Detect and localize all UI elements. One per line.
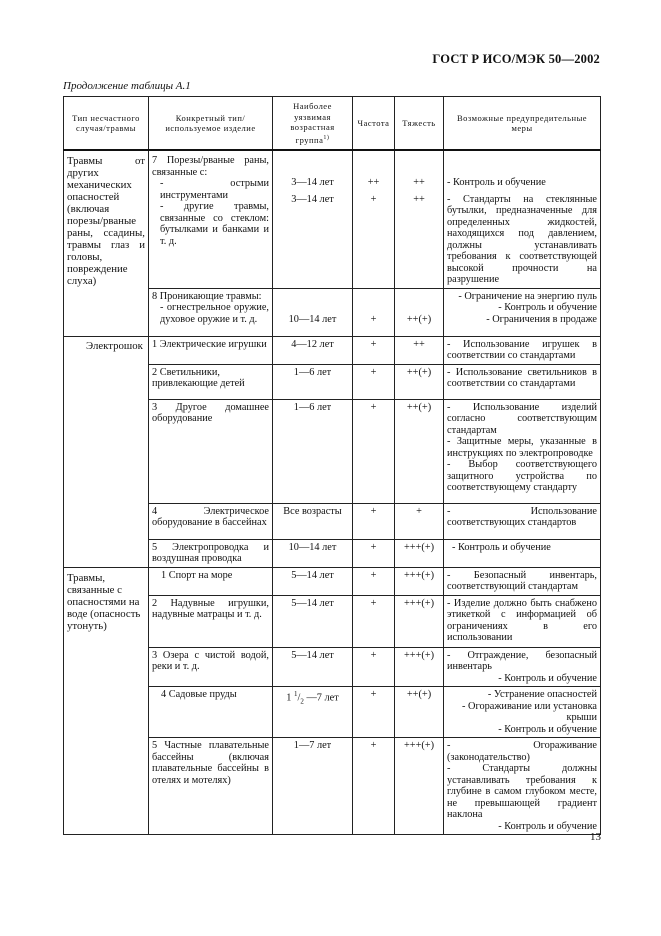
age-cell: 1—6 лет — [273, 364, 353, 399]
severity-cell: ++(+) — [395, 687, 444, 738]
severity-cell: + — [395, 503, 444, 539]
measures-cell: - Изделие должно быть снабжено этикеткой с информацией об ограничениях в его использовании — [444, 595, 601, 647]
page-number: 13 — [590, 831, 601, 843]
product-cell: 2 Надувные игрушки, надувные матрацы и т. д. — [149, 595, 273, 647]
product-cell: 4 Садовые пруды — [149, 687, 273, 738]
age-cell: Все возрасты — [273, 503, 353, 539]
hazard-type-cell: Травмы, связанные с опасностями на воде (опасность утонуть) — [64, 567, 149, 835]
frequency-cell: + — [353, 687, 395, 738]
measures-cell: - Контроль и обучение - Стандарты на стеклянные бутылки, предназначенные для определенных жидкостей, находящихся под давлением, должны устанавливать требования к соответствующей высокой прочности на разрушение — [444, 150, 601, 288]
table-row — [64, 150, 601, 288]
col-header-frequency: Частота — [353, 97, 395, 151]
hazard-type-cell: Электрошок — [64, 336, 149, 567]
severity-cell: ++ — [395, 336, 444, 364]
severity-cell: +++(+) — [395, 539, 444, 567]
hazard-table — [63, 96, 601, 835]
severity-cell: ++(+) — [395, 288, 444, 336]
table-header-row — [64, 97, 601, 151]
age-cell: 5—14 лет — [273, 647, 353, 687]
product-cell: 4 Электрическое оборудование в бассейнах — [149, 503, 273, 539]
table-row — [64, 336, 601, 364]
frequency-cell: + — [353, 364, 395, 399]
measures-cell: - Ограничение на энергию пуль - Контроль и обучение - Ограничения в продаже — [444, 288, 601, 336]
measures-cell: - Отграждение, безопасный инвентарь - Контроль и обучение — [444, 647, 601, 687]
frequency-cell: + — [353, 503, 395, 539]
age-cell: 5—14 лет — [273, 567, 353, 595]
age-cell: 3—14 лет 3—14 лет — [273, 150, 353, 288]
product-cell: 5 Частные плавательные бассейны (включая плавательные бассейны в отелях и мотелях) — [149, 738, 273, 835]
age-cell: 1—6 лет — [273, 399, 353, 503]
frequency-cell: ++ + — [353, 150, 395, 288]
measures-cell: - Контроль и обучение — [444, 539, 601, 567]
frequency-cell: + — [353, 595, 395, 647]
severity-cell: ++(+) — [395, 364, 444, 399]
severity-cell: +++(+) — [395, 595, 444, 647]
severity-cell: +++(+) — [395, 567, 444, 595]
product-cell: 3 Другое домашнее оборудование — [149, 399, 273, 503]
age-cell: 10—14 лет — [273, 288, 353, 336]
product-cell: 1 Электрические игрушки — [149, 336, 273, 364]
frequency-cell: + — [353, 288, 395, 336]
measures-cell: - Огораживание (законодательство) - Стандарты должны устанавливать требования к глубине в самом глубоком месте, не превышающей градиент наклона - Контроль и обучение — [444, 738, 601, 835]
age-cell: 1—7 лет — [273, 738, 353, 835]
severity-cell: ++(+) — [395, 399, 444, 503]
measures-cell: - Использование соответствующих стандартов — [444, 503, 601, 539]
age-cell: 4—12 лет — [273, 336, 353, 364]
col-header-age: Наиболее уязвимая возрастная группа$^{1)}$ — [273, 97, 353, 151]
age-cell: 5—14 лет — [273, 595, 353, 647]
measures-cell: - Безопасный инвентарь, соответствующий стандартам — [444, 567, 601, 595]
severity-cell: +++(+) — [395, 738, 444, 835]
frequency-cell: + — [353, 647, 395, 687]
product-cell: 3 Озера с чистой водой, реки и т. д. — [149, 647, 273, 687]
measures-cell: - Устранение опасностей - Огораживание или установка крыши - Контроль и обучение — [444, 687, 601, 738]
col-header-product: Конкретный тип/используемое изделие — [149, 97, 273, 151]
col-header-type: Тип несчастного случая/травмы — [64, 97, 149, 151]
measures-cell: - Использование светильников в соответствии со стандартами — [444, 364, 601, 399]
measures-cell: - Использование изделий согласно соответствующим стандартам - Защитные меры, указанные в инструкциях по электропроводке - Выбор соответствующего защитного устройства по соответствующему стандарту — [444, 399, 601, 503]
product-cell: 7 Порезы/рваные раны, связанные с: - острыми инструментами - другие травмы, связанные со стеклом: бутылками и банками и т. д. — [149, 150, 273, 288]
frequency-cell: + — [353, 399, 395, 503]
frequency-cell: + — [353, 738, 395, 835]
severity-cell: ++ ++ — [395, 150, 444, 288]
frequency-cell: + — [353, 539, 395, 567]
frequency-cell: + — [353, 336, 395, 364]
table-continuation-caption: Продолжение таблицы А.1 — [63, 80, 191, 92]
col-header-severity: Тяжесть — [395, 97, 444, 151]
hazard-type-cell: Травмы от других механических опасностей (включая порезы/рваные раны, ссадины, травмы глаз и головы, повреждение слуха) — [64, 150, 149, 336]
product-cell: 1 Спорт на море — [149, 567, 273, 595]
product-cell: 8 Проникающие травмы: - огнестрельное оружие, духовое оружие и т. д. — [149, 288, 273, 336]
age-cell: 1 $^1/_2$ —7 лет — [273, 687, 353, 738]
age-cell: 10—14 лет — [273, 539, 353, 567]
measures-cell: - Использование игрушек в соответствии со стандартами — [444, 336, 601, 364]
product-cell: 5 Электропроводка и воздушная проводка — [149, 539, 273, 567]
col-header-measures: Возможные предупредительные меры — [444, 97, 601, 151]
table-row — [64, 567, 601, 595]
document-id: ГОСТ Р ИСО/МЭК 50—2002 — [432, 52, 600, 66]
severity-cell: +++(+) — [395, 647, 444, 687]
frequency-cell: + — [353, 567, 395, 595]
product-cell: 2 Светильники, привлекающие детей — [149, 364, 273, 399]
